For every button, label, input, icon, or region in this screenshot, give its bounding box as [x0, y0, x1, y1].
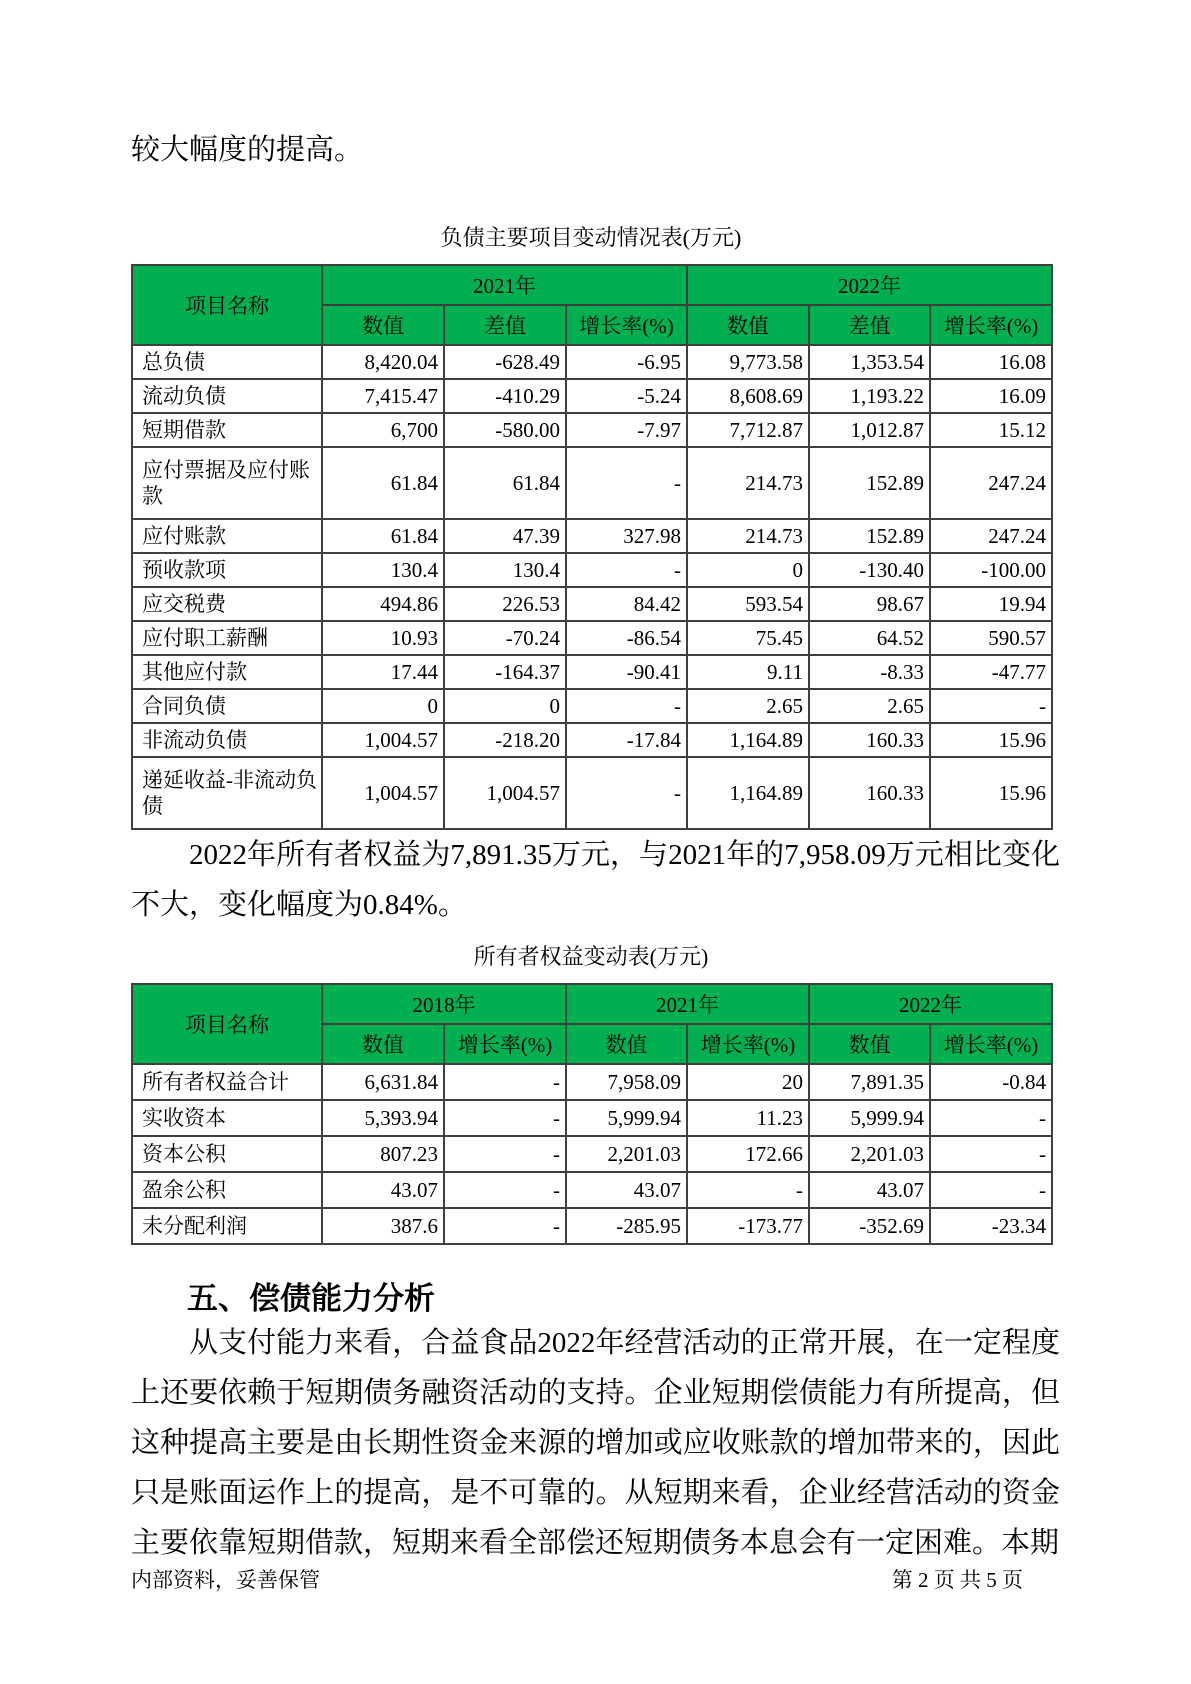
table-row — [132, 757, 1052, 829]
header-diff: 差值 — [444, 305, 566, 345]
row-value: 593.54 — [687, 587, 809, 621]
row-value: 98.67 — [809, 587, 930, 621]
footer-confidential-note: 内部资料，妥善保管 — [131, 1569, 320, 1592]
row-value: 327.98 — [566, 519, 687, 553]
row-value: -23.34 — [930, 1208, 1052, 1244]
row-value: - — [930, 1172, 1052, 1208]
row-value: 247.24 — [930, 519, 1052, 553]
row-label: 应交税费 — [132, 587, 322, 621]
row-value: 7,958.09 — [566, 1064, 687, 1100]
row-value: 1,012.87 — [809, 413, 930, 447]
row-value: - — [566, 757, 687, 829]
row-value: 130.4 — [444, 553, 566, 587]
header-value: 数值 — [809, 1024, 930, 1064]
row-value: 16.09 — [930, 379, 1052, 413]
table-row — [132, 1064, 1052, 1100]
row-value: -6.95 — [566, 345, 687, 379]
row-value: -628.49 — [444, 345, 566, 379]
table-row — [132, 379, 1052, 413]
row-value: 1,004.57 — [444, 757, 566, 829]
equity-table — [131, 983, 1053, 1245]
equity-table-body — [132, 1064, 1052, 1244]
row-value: -5.24 — [566, 379, 687, 413]
row-value: 590.57 — [930, 621, 1052, 655]
row-value: 214.73 — [687, 447, 809, 519]
row-value: 152.89 — [809, 519, 930, 553]
row-value: 43.07 — [566, 1172, 687, 1208]
row-value: 11.23 — [687, 1100, 809, 1136]
header-value: 数值 — [687, 305, 809, 345]
row-value: 0 — [322, 689, 444, 723]
row-value: 152.89 — [809, 447, 930, 519]
header-year-2021: 2021年 — [322, 265, 687, 305]
header-value: 数值 — [322, 1024, 444, 1064]
table-row — [132, 723, 1052, 757]
row-value: 0 — [444, 689, 566, 723]
liabilities-table-body — [132, 345, 1052, 829]
row-value: -580.00 — [444, 413, 566, 447]
row-value: - — [930, 689, 1052, 723]
row-label: 流动负债 — [132, 379, 322, 413]
table-row — [132, 1136, 1052, 1172]
row-label: 未分配利润 — [132, 1208, 322, 1244]
row-value: -8.33 — [809, 655, 930, 689]
row-value: 1,164.89 — [687, 757, 809, 829]
row-value: - — [444, 1064, 566, 1100]
row-label: 非流动负债 — [132, 723, 322, 757]
row-value: 43.07 — [809, 1172, 930, 1208]
row-value: 8,608.69 — [687, 379, 809, 413]
equity-table-title: 所有者权益变动表(万元) — [473, 944, 709, 969]
row-value: - — [444, 1100, 566, 1136]
row-label: 总负债 — [132, 345, 322, 379]
header-value: 数值 — [322, 305, 444, 345]
row-value: 0 — [687, 553, 809, 587]
row-value: 17.44 — [322, 655, 444, 689]
row-value: -410.29 — [444, 379, 566, 413]
row-value: 214.73 — [687, 519, 809, 553]
row-value: -285.95 — [566, 1208, 687, 1244]
table-row — [132, 1208, 1052, 1244]
equity-table-header — [132, 984, 1052, 1064]
row-value: 61.84 — [322, 519, 444, 553]
table-row — [132, 519, 1052, 553]
footer-page-number: 第 2 页 共 5 页 — [891, 1568, 1023, 1592]
row-label: 实收资本 — [132, 1100, 322, 1136]
row-value: 5,393.94 — [322, 1100, 444, 1136]
header-diff: 差值 — [809, 305, 930, 345]
row-value: 172.66 — [687, 1136, 809, 1172]
row-value: 1,004.57 — [322, 757, 444, 829]
row-value: 61.84 — [322, 447, 444, 519]
table-row — [132, 553, 1052, 587]
header-year-2022: 2022年 — [687, 265, 1052, 305]
row-label: 短期借款 — [132, 413, 322, 447]
row-label: 预收款项 — [132, 553, 322, 587]
row-value: 1,353.54 — [809, 345, 930, 379]
row-value: 2.65 — [687, 689, 809, 723]
row-label: 其他应付款 — [132, 655, 322, 689]
row-value: -164.37 — [444, 655, 566, 689]
header-growth: 增长率(%) — [930, 305, 1052, 345]
liabilities-table — [131, 264, 1053, 830]
row-value: 1,004.57 — [322, 723, 444, 757]
row-value: - — [566, 553, 687, 587]
row-value: 20 — [687, 1064, 809, 1100]
row-label: 资本公积 — [132, 1136, 322, 1172]
row-value: 387.6 — [322, 1208, 444, 1244]
header-year-2018: 2018年 — [322, 984, 566, 1024]
intro-paragraph: 较大幅度的提高。 — [131, 134, 364, 166]
row-label: 盈余公积 — [132, 1172, 322, 1208]
row-value: 15.96 — [930, 723, 1052, 757]
row-value: -173.77 — [687, 1208, 809, 1244]
table-row — [132, 587, 1052, 621]
table-row — [132, 689, 1052, 723]
row-value: 8,420.04 — [322, 345, 444, 379]
row-value: 19.94 — [930, 587, 1052, 621]
row-value: 9.11 — [687, 655, 809, 689]
row-value: 7,415.47 — [322, 379, 444, 413]
row-value: - — [930, 1136, 1052, 1172]
row-value: 2.65 — [809, 689, 930, 723]
row-value: 15.96 — [930, 757, 1052, 829]
row-value: 160.33 — [809, 723, 930, 757]
table-row — [132, 1172, 1052, 1208]
row-value: 7,891.35 — [809, 1064, 930, 1100]
row-value: - — [444, 1172, 566, 1208]
table-row — [132, 655, 1052, 689]
row-value: 64.52 — [809, 621, 930, 655]
equity-paragraph: 2022年所有者权益为7,891.35万元，与2021年的7,958.09万元相比变化不大，变化幅度为0.84%。 — [131, 839, 1060, 921]
row-value: - — [687, 1172, 809, 1208]
row-value: 15.12 — [930, 413, 1052, 447]
header-item-name: 项目名称 — [132, 265, 322, 345]
row-label: 所有者权益合计 — [132, 1064, 322, 1100]
row-value: -100.00 — [930, 553, 1052, 587]
header-growth: 增长率(%) — [566, 305, 687, 345]
row-value: 5,999.94 — [566, 1100, 687, 1136]
row-value: 5,999.94 — [809, 1100, 930, 1136]
table-row — [132, 1100, 1052, 1136]
row-value: - — [566, 689, 687, 723]
table-row — [132, 345, 1052, 379]
row-value: - — [444, 1136, 566, 1172]
header-value: 数值 — [566, 1024, 687, 1064]
row-value: 494.86 — [322, 587, 444, 621]
table-row — [132, 447, 1052, 519]
row-value: 2,201.03 — [566, 1136, 687, 1172]
row-value: 16.08 — [930, 345, 1052, 379]
row-value: -86.54 — [566, 621, 687, 655]
row-value: 1,164.89 — [687, 723, 809, 757]
row-value: 2,201.03 — [809, 1136, 930, 1172]
header-item-name: 项目名称 — [132, 984, 322, 1064]
table-row — [132, 413, 1052, 447]
row-value: 75.45 — [687, 621, 809, 655]
row-value: -47.77 — [930, 655, 1052, 689]
row-value: 130.4 — [322, 553, 444, 587]
liabilities-table-title: 负债主要项目变动情况表(万元) — [440, 225, 742, 250]
row-value: 47.39 — [444, 519, 566, 553]
row-value: -90.41 — [566, 655, 687, 689]
row-label: 应付票据及应付账款 — [132, 447, 322, 519]
row-value: -352.69 — [809, 1208, 930, 1244]
header-growth: 增长率(%) — [930, 1024, 1052, 1064]
row-value: 9,773.58 — [687, 345, 809, 379]
row-value: - — [444, 1208, 566, 1244]
row-label: 合同负债 — [132, 689, 322, 723]
row-value: 43.07 — [322, 1172, 444, 1208]
row-value: 7,712.87 — [687, 413, 809, 447]
row-value: 226.53 — [444, 587, 566, 621]
row-value: 6,631.84 — [322, 1064, 444, 1100]
row-value: 1,193.22 — [809, 379, 930, 413]
row-value: 6,700 — [322, 413, 444, 447]
row-value: 160.33 — [809, 757, 930, 829]
row-label: 应付账款 — [132, 519, 322, 553]
row-label: 应付职工薪酬 — [132, 621, 322, 655]
row-value: -218.20 — [444, 723, 566, 757]
table-row — [132, 621, 1052, 655]
row-value: -0.84 — [930, 1064, 1052, 1100]
row-value: -7.97 — [566, 413, 687, 447]
row-value: 84.42 — [566, 587, 687, 621]
solvency-paragraph: 从支付能力来看，合益食品2022年经营活动的正常开展，在一定程度上还要依赖于短期债务融资活动的支持。企业短期偿债能力有所提高，但这种提高主要是由长期性资金来源的增加或应收账款的增加带来的，因此只是账面运作上的提高，是不可靠的。从短期来看，企业经营活动的资金主要依靠短期借款，短期来看全部偿还短期债务本息会有一定困难。本期 — [131, 1327, 1060, 1559]
header-year-2021: 2021年 — [566, 984, 809, 1024]
row-value: 61.84 — [444, 447, 566, 519]
row-value: -130.40 — [809, 553, 930, 587]
liabilities-table-header — [132, 265, 1052, 345]
row-value: - — [566, 447, 687, 519]
row-value: 247.24 — [930, 447, 1052, 519]
row-value: -70.24 — [444, 621, 566, 655]
header-year-2022: 2022年 — [809, 984, 1052, 1024]
header-growth: 增长率(%) — [687, 1024, 809, 1064]
row-label: 递延收益-非流动负债 — [132, 757, 322, 829]
row-value: -17.84 — [566, 723, 687, 757]
header-growth: 增长率(%) — [444, 1024, 566, 1064]
row-value: 10.93 — [322, 621, 444, 655]
row-value: 807.23 — [322, 1136, 444, 1172]
row-value: - — [930, 1100, 1052, 1136]
section-heading: 五、偿债能力分析 — [187, 1281, 435, 1316]
